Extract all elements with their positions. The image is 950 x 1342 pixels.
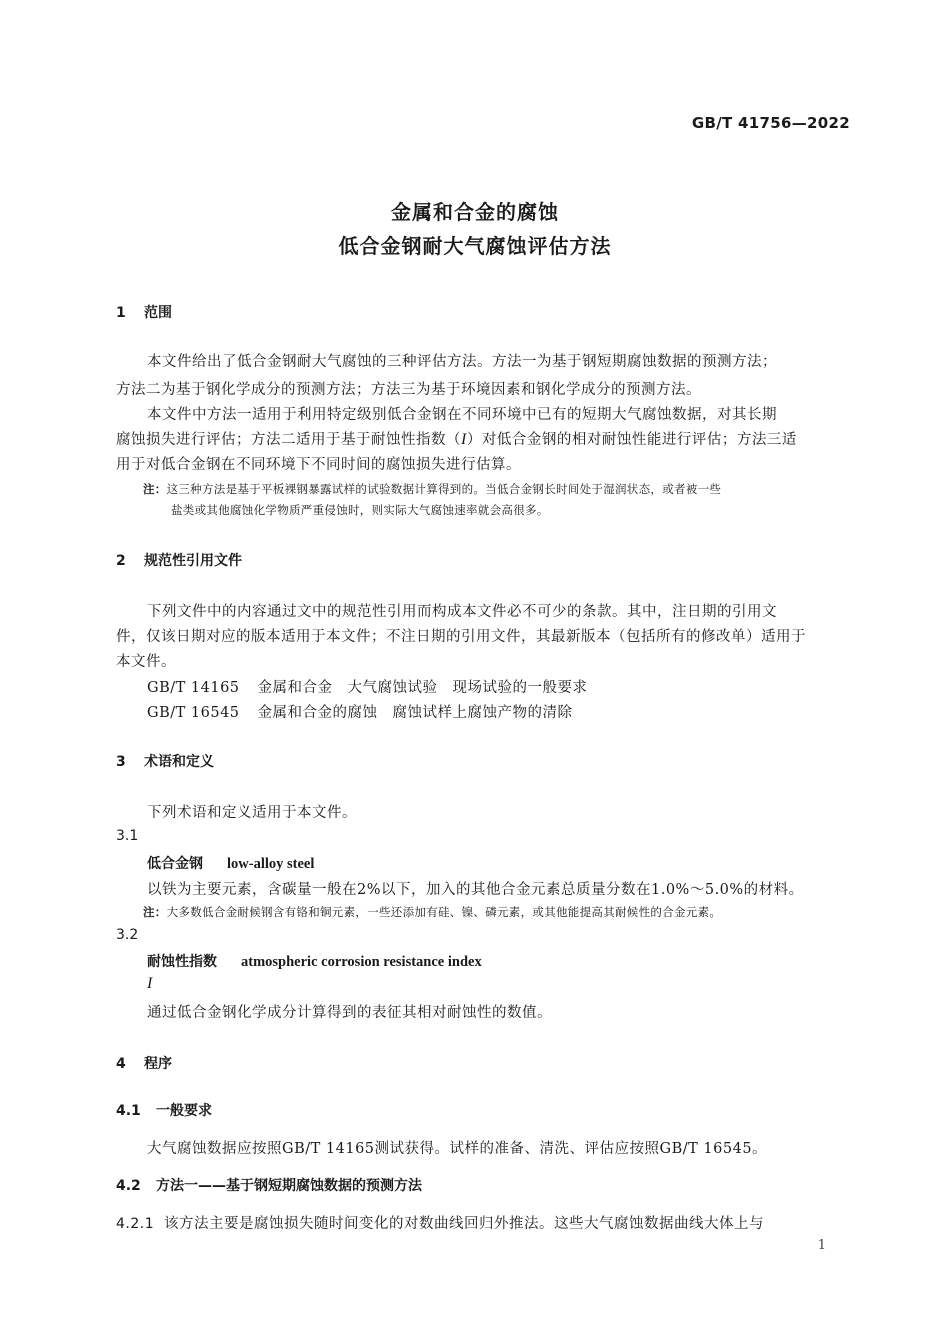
note-line: [143, 481, 721, 497]
term-definition: 通过低合金钢化学成分计算得到的表征其相对耐蚀性的数值。: [147, 1005, 552, 1021]
paragraph-line: 用于对低合金钢在不同环境下不同时间的腐蚀损失进行估算。: [116, 457, 521, 473]
reference-title: 金属和合金的腐蚀 腐蚀试样上腐蚀产物的清除: [257, 705, 573, 721]
paragraph-line: 件，仅该日期对应的版本适用于本文件；不注日期的引用文件，其最新版本（包括所有的修改单）适用于: [116, 629, 806, 645]
reference-code: GB/T 14165: [147, 680, 240, 696]
section-title: 程序: [144, 1056, 172, 1072]
term-english: atmospheric corrosion resistance index: [241, 954, 482, 970]
note-label: 注：: [143, 482, 167, 496]
section-title: 方法一——基于钢短期腐蚀数据的预测方法: [156, 1178, 422, 1194]
section-number: 4: [116, 1056, 126, 1072]
text-segment: 腐蚀损失进行评估；方法二适用于基于耐蚀性指数（: [116, 432, 461, 448]
paragraph-line: 下列术语和定义适用于本文件。: [147, 805, 357, 821]
symbol-i: I: [461, 431, 467, 448]
paragraph-line: 大气腐蚀数据应按照GB/T 14165测试获得。试样的准备、清洗、评估应按照GB/T 16545。: [147, 1141, 768, 1157]
term-english: low-alloy steel: [227, 856, 315, 872]
term-number: 3.1: [116, 828, 139, 844]
section-4-heading: [116, 1053, 172, 1073]
reference-item: [147, 701, 573, 722]
section-title: 规范性引用文件: [144, 553, 242, 569]
term-chinese: 耐蚀性指数: [147, 954, 217, 970]
note-text: 这三种方法是基于平板裸钢暴露试样的试验数据计算得到的。当低合金钢长时间处于湿润状态，或者被一些: [166, 482, 722, 496]
section-number: 4.1: [116, 1103, 141, 1119]
standard-number: GB/T 41756—2022: [691, 114, 850, 132]
note-text: 大多数低合金耐候钢含有铬和铜元素，一些还添加有硅、镍、磷元素，或其他能提高其耐候性的合金元素。: [166, 905, 722, 919]
note-line: 盐类或其他腐蚀化学物质严重侵蚀时，则实际大气腐蚀速率就会高很多。: [171, 503, 549, 517]
paragraph-line: 本文件给出了低合金钢耐大气腐蚀的三种评估方法。方法一为基于钢短期腐蚀数据的预测方法；: [147, 354, 777, 370]
section-number: 1: [116, 305, 126, 321]
paragraph-line: 方法二为基于钢化学成分的预测方法；方法三为基于环境因素和钢化学成分的预测方法。: [116, 382, 701, 398]
section-number: 3: [116, 754, 126, 770]
section-title: 一般要求: [156, 1103, 212, 1119]
section-number: 4.2: [116, 1178, 141, 1194]
text-segment: ）对低合金钢的相对耐蚀性能进行评估；方法三适: [466, 432, 797, 448]
term-entry: [147, 951, 482, 971]
note-line: [143, 904, 721, 920]
section-title: 术语和定义: [144, 754, 214, 770]
term-definition: 以铁为主要元素，含碳量一般在2%以下，加入的其他合金元素总质量分数在1.0%～5.0%的材料。: [147, 882, 804, 898]
paragraph-line: [116, 1212, 764, 1233]
term-number: 3.2: [116, 927, 139, 943]
paragraph-line: 本文件。: [116, 654, 176, 670]
text-segment: 该方法主要是腐蚀损失随时间变化的对数曲线回归外推法。这些大气腐蚀数据曲线大体上与: [164, 1216, 764, 1232]
term-chinese: 低合金钢: [147, 856, 203, 872]
document-title-line1: 金属和合金的腐蚀: [391, 200, 559, 224]
note-label: 注：: [143, 905, 167, 919]
section-title: 范围: [144, 305, 172, 321]
section-2-heading: [116, 550, 242, 570]
page-number: 1: [817, 1238, 826, 1253]
term-symbol: I: [147, 975, 153, 992]
section-number: 2: [116, 553, 126, 569]
reference-item: [147, 676, 588, 697]
section-4-1-heading: [116, 1100, 212, 1120]
document-title-line2: 低合金钢耐大气腐蚀评估方法: [338, 234, 612, 258]
section-4-2-heading: [116, 1175, 422, 1195]
reference-title: 金属和合金 大气腐蚀试验 现场试验的一般要求: [257, 680, 588, 696]
term-entry: [147, 853, 314, 873]
paragraph-line: 下列文件中的内容通过文中的规范性引用而构成本文件必不可少的条款。其中，注日期的引用文: [147, 604, 777, 620]
section-1-heading: [116, 302, 172, 322]
section-number: 4.2.1: [116, 1216, 155, 1232]
paragraph-line: [116, 428, 797, 449]
paragraph-line: 本文件中方法一适用于利用特定级别低合金钢在不同环境中已有的短期大气腐蚀数据，对其长期: [147, 407, 777, 423]
section-3-heading: [116, 751, 214, 771]
reference-code: GB/T 16545: [147, 705, 240, 721]
